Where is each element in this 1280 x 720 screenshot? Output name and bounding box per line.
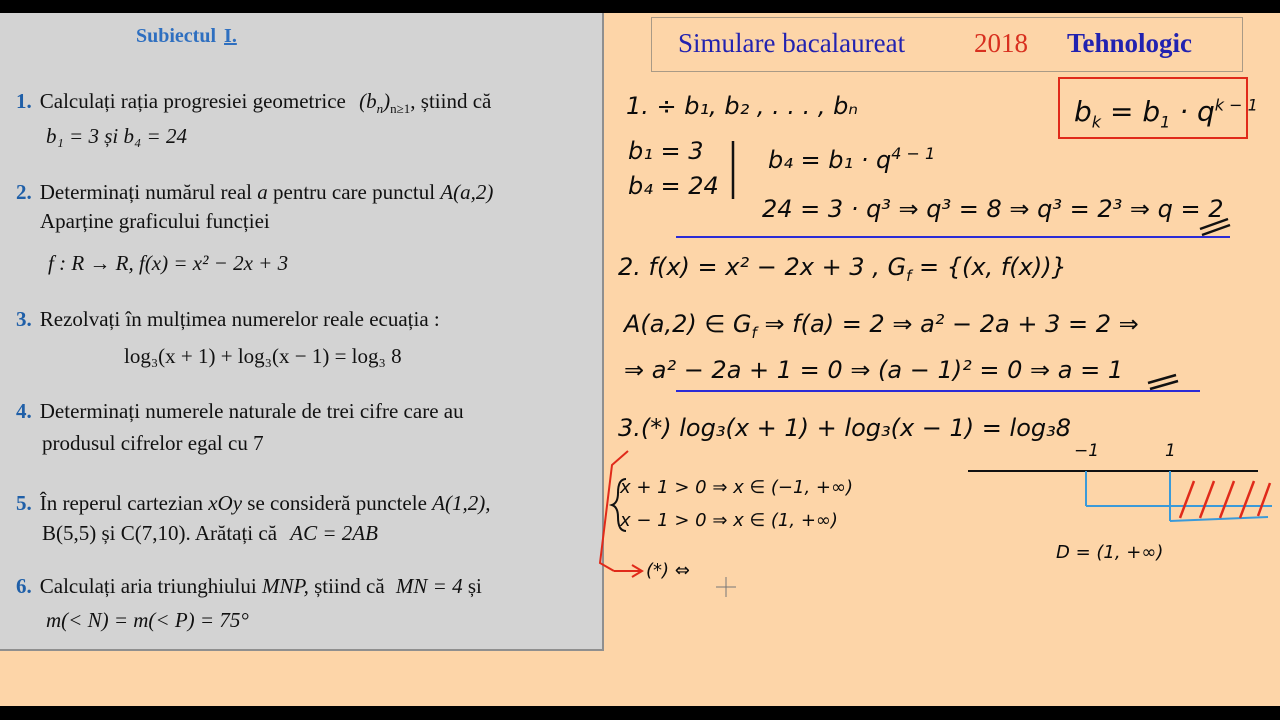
- number-line-tick-1: 1: [1165, 441, 1176, 461]
- problem-4-text: Determinați numerele naturale de trei cifre care au: [39, 399, 464, 423]
- hatch-1: [1180, 481, 1194, 518]
- work-3-condition-1: x + 1 > 0 ⇒ x ∈ (−1, +∞): [620, 477, 854, 498]
- problem-5-point-a: A(1,2),: [432, 491, 491, 515]
- formula-q: · q: [1179, 95, 1215, 128]
- hatch-4: [1240, 481, 1254, 518]
- number-line-tick-minus-1: −1: [1074, 441, 1100, 461]
- subject-heading-number: I.: [224, 25, 237, 47]
- work-2-heading-set: = {(x, f(x))}: [918, 253, 1067, 281]
- problem-6-text-b: știind că: [314, 574, 385, 598]
- work-2-line-2: ⇒ a² − 2a + 1 = 0 ⇒ (a − 1)² = 0 ⇒ a = 1: [624, 356, 1124, 384]
- work-2-heading-sub: f: [906, 266, 912, 285]
- problem-2-text-b: pentru care punctul: [273, 180, 436, 204]
- formula-eq: = b: [1109, 95, 1161, 128]
- sequence-open: (b: [359, 89, 377, 113]
- formula-sub-1: 1: [1160, 112, 1171, 132]
- work-3-equivalence: (*) ⇔: [646, 560, 690, 581]
- problem-3-text: Rezolvați în mulțimea numerelor reale ecuația :: [39, 307, 440, 331]
- problem-2-point: A(a,2): [440, 180, 494, 204]
- problem-number: 2.: [16, 180, 32, 204]
- exam-year: 2018: [974, 28, 1028, 58]
- problem-2-function: f : R → R, f(x) = x² − 2x + 3: [48, 251, 289, 275]
- problem-6-triangle: MNP,: [261, 574, 309, 598]
- slide: [0, 13, 1280, 706]
- problem-number: 4.: [16, 399, 32, 423]
- problem-5-frame: xOy: [208, 491, 243, 515]
- handwriting-strokes: [0, 13, 1280, 706]
- problem-2-line-2: Aparține graficului funcției: [40, 209, 270, 233]
- problem-3-equation: log₃(x + 1) + log₃(x − 1) = log₃ 8: [124, 344, 402, 368]
- subject-heading-word: Subiectul: [136, 25, 217, 47]
- problem-1-line-2: b₁ = 3 și b₄ = 24: [46, 124, 187, 148]
- hatch-2: [1200, 481, 1214, 518]
- work-1-heading: 1. ÷ b₁, b₂ , . . . , bₙ: [626, 92, 858, 120]
- problem-6-side: MN = 4: [395, 574, 463, 598]
- problem-number: 3.: [16, 307, 32, 331]
- problem-5-text-c: B(5,5) și C(7,10). Arătați că: [42, 521, 278, 545]
- problem-6-text-a: Calculați aria triunghiului: [39, 574, 257, 598]
- work-3-domain: D = (1, +∞): [1056, 542, 1164, 563]
- problem-number: 6.: [16, 574, 32, 598]
- hatch-5: [1258, 483, 1270, 516]
- sequence-close: ): [383, 89, 391, 113]
- problem-number: 1.: [16, 89, 32, 113]
- formula-exponent: k − 1: [1214, 95, 1258, 115]
- formula-b: b: [1074, 95, 1092, 128]
- work-1-relation-text: b₄ = b₁ · q: [768, 146, 892, 174]
- hatch-3: [1220, 481, 1234, 518]
- work-2-line-1-sub: f: [751, 323, 757, 342]
- domain-hatching: [1180, 481, 1270, 518]
- work-2-heading-text: 2. f(x) = x² − 2x + 3 , G: [618, 253, 907, 281]
- letterbox-top: [0, 0, 1280, 13]
- problem-5-text-b: se consideră punctele: [247, 491, 427, 515]
- sequence-sub: n: [376, 101, 384, 117]
- problem-1-text-b: , știind că: [410, 89, 492, 113]
- problem-number: 5.: [16, 491, 32, 515]
- problem-6-line-2: m(< N) = m(< P) = 75°: [46, 608, 249, 632]
- problem-6-text-c: și: [467, 574, 482, 598]
- system-bracket: [600, 451, 628, 571]
- work-2-line-1-b: ⇒ f(a) = 2 ⇒ a² − 2a + 3 = 2 ⇒: [764, 310, 1139, 338]
- problem-5-relation: AC = 2AB: [290, 521, 378, 545]
- system-brace: [612, 479, 626, 531]
- work-3-heading: 3.(*) log₃(x + 1) + log₃(x − 1) = log₃8: [618, 414, 1072, 442]
- work-1-calculation: 24 = 3 · q³ ⇒ q³ = 8 ⇒ q³ = 2³ ⇒ q = 2: [762, 195, 1224, 223]
- work-1-relation-exp: 4 − 1: [891, 144, 936, 163]
- sequence-index: n≥1: [390, 101, 411, 117]
- cursor-crosshair: [716, 577, 736, 597]
- problem-4-line-2: produsul cifrelor egal cu 7: [42, 431, 264, 455]
- exam-title: Simulare bacalaureat: [678, 28, 906, 58]
- work-3-condition-2: x − 1 > 0 ⇒ x ∈ (1, +∞): [620, 510, 838, 531]
- work-2-line-1-a: A(a,2) ∈ G: [624, 310, 752, 338]
- exam-profile: Tehnologic: [1067, 28, 1193, 58]
- work-1-given-b1: b₁ = 3: [628, 137, 704, 165]
- letterbox-bottom: [0, 706, 1280, 720]
- work-1-given-b4: b₄ = 24: [628, 172, 719, 200]
- problem-2-variable: a: [257, 180, 268, 204]
- problem-2-text-a: Determinați numărul real: [39, 180, 252, 204]
- formula-sub-k: k: [1091, 112, 1102, 132]
- problem-5-text-a: În reperul cartezian: [39, 491, 203, 515]
- problem-1-text-a: Calculați rația progresiei geometrice: [39, 89, 346, 113]
